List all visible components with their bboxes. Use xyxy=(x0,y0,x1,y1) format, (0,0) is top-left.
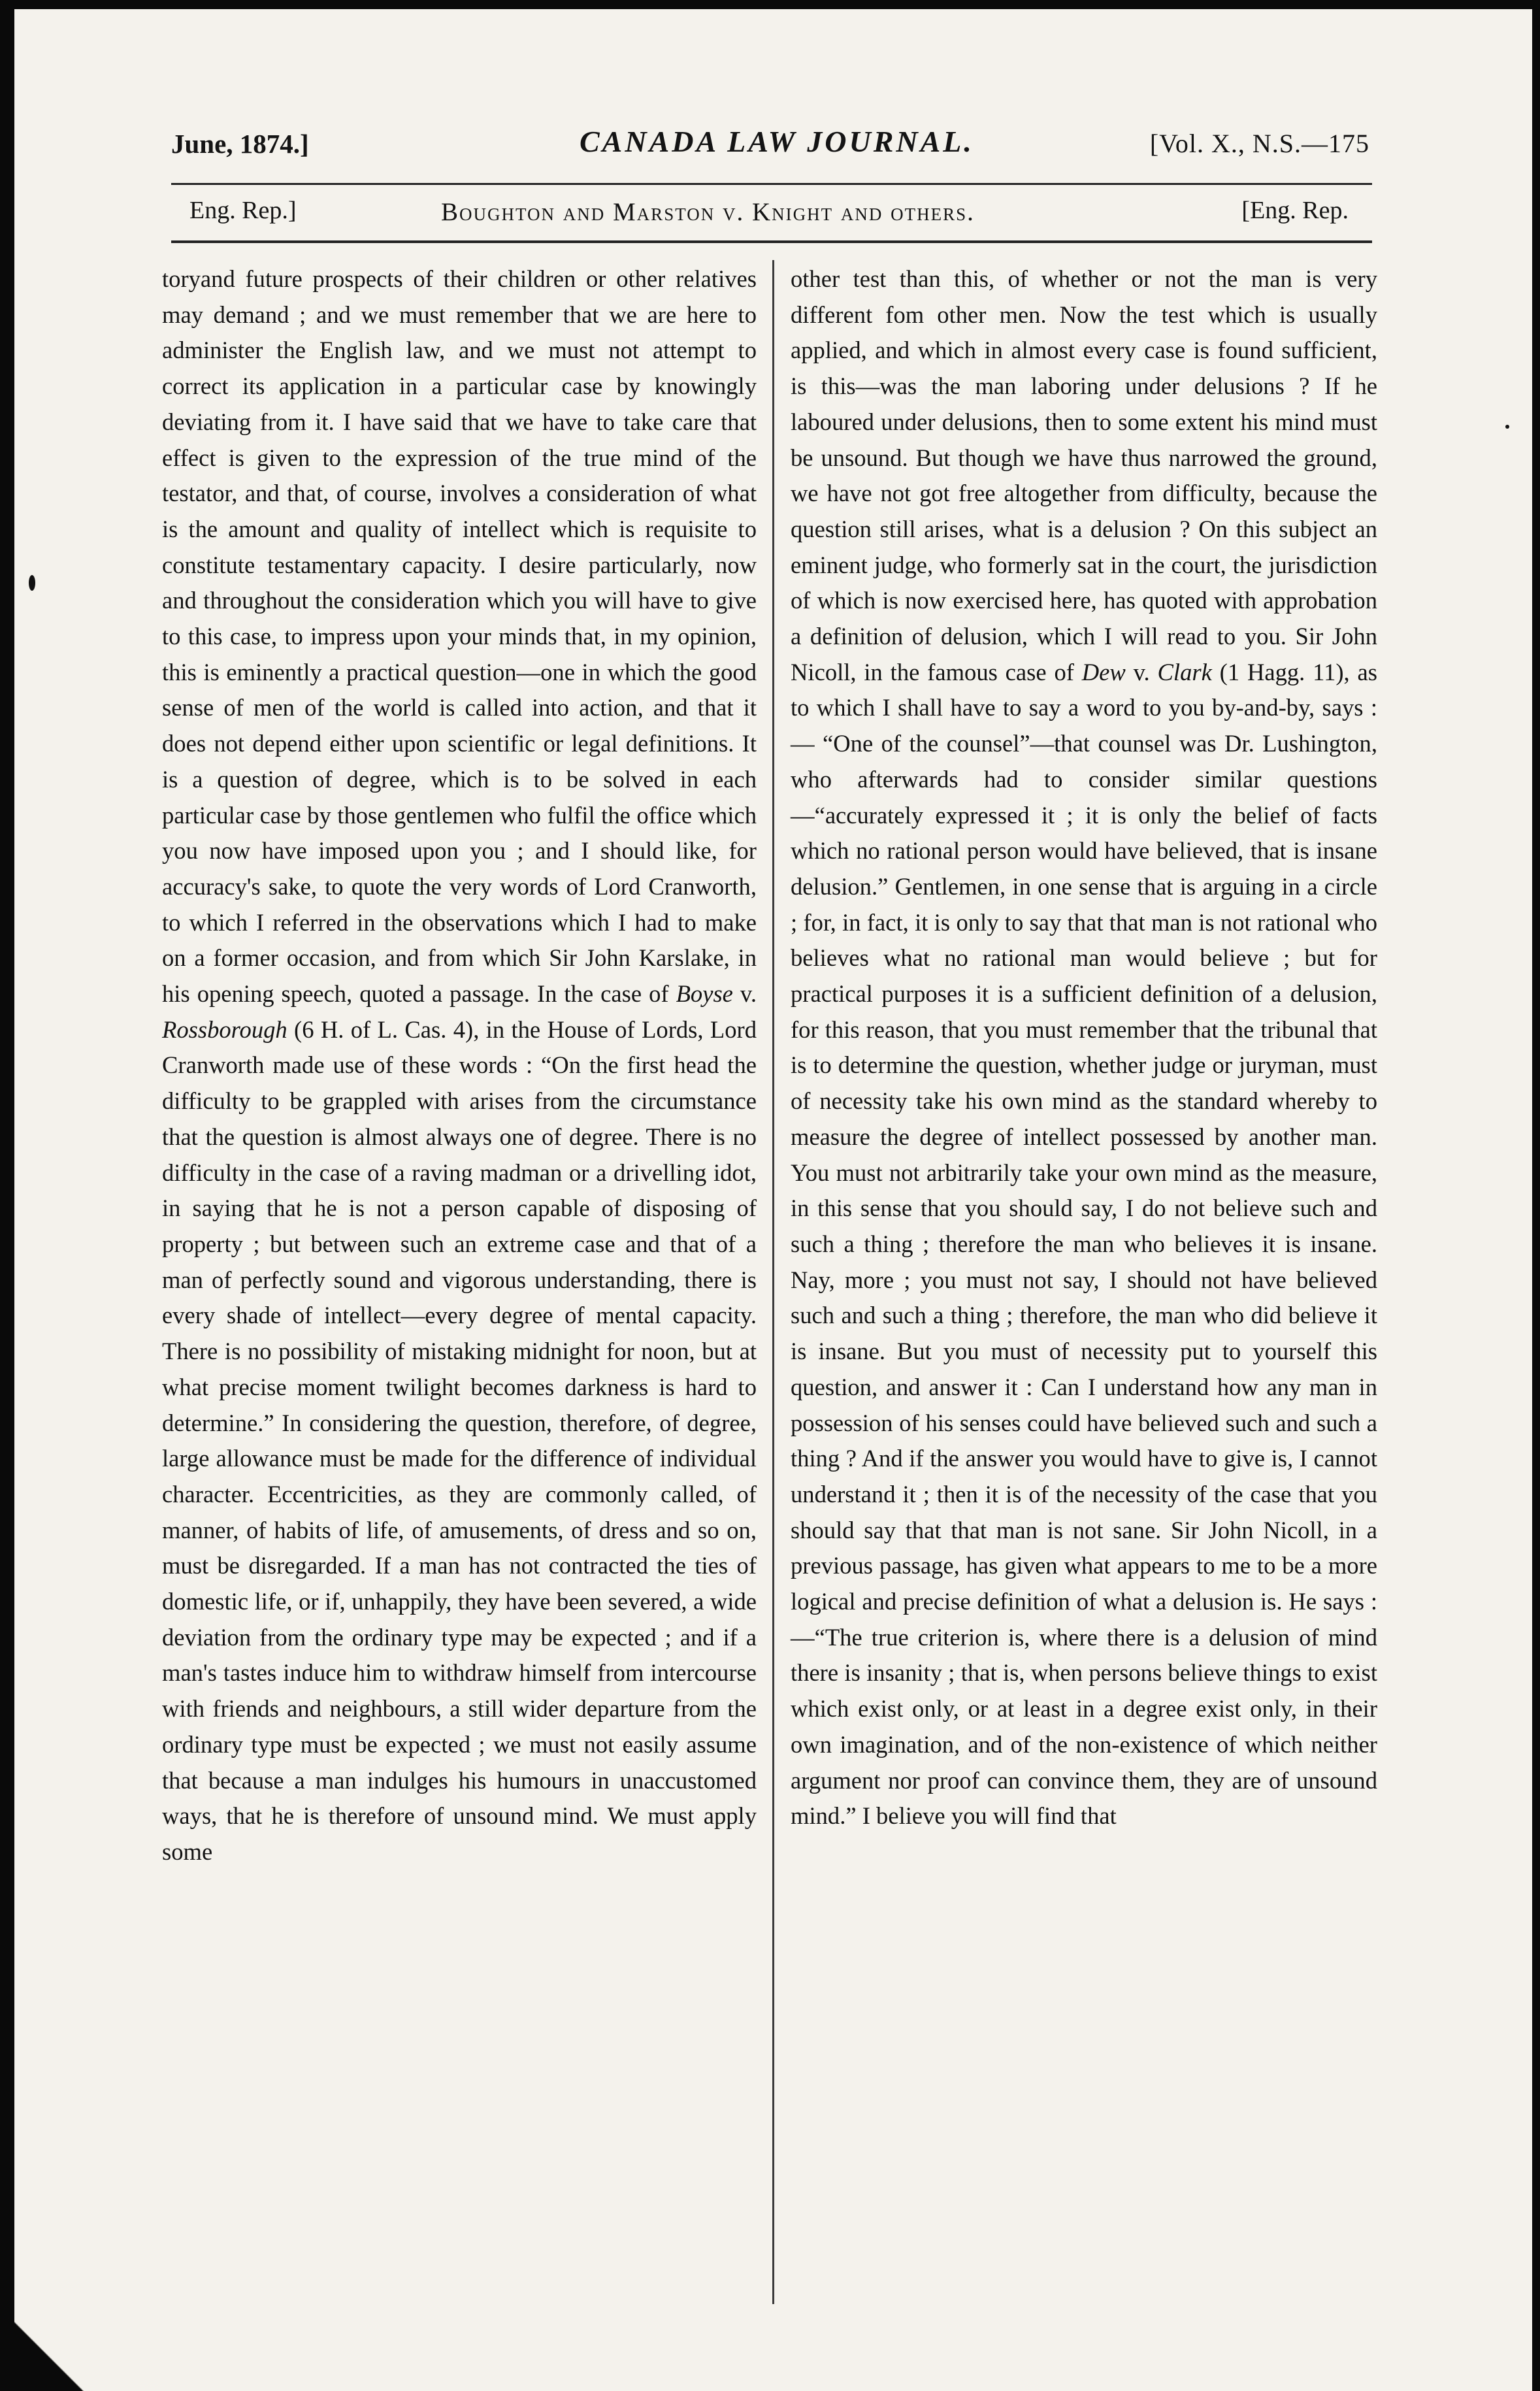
left-paragraph xyxy=(162,261,757,1870)
scan-corner-shadow xyxy=(0,2306,98,2391)
right-text-b: (1 Hagg. 11), as to which I shall have to say a word to you by-and-by, says :— “One of the counsel”—that counsel was Dr. Lushington, who afterwards had to consider similar questions—“accurately expressed it ; it is only the belief of facts which no rational person would have believed, that is insane delusion.” Gentlemen, in one sense that is arguing in a circle ; for, in fact, it is only to say that that man is not rational who believes what no rational man would believe ; but for practical purposes it is a sufficient definition of a delusion, for this reason, that you must remember that the tribunal that is to determine the question, whether judge or juryman, must of necessity take his own mind as the standard whereby to measure the degree of intellect possessed by another man. You must not arbitrarily take your own mind as the measure, in this sense that you should say, I do not believe such and such a thing ; therefore the man who believes it is insane. Nay, more ; you must not say, I should not have believed such and such a thing ; therefore, the man who did believe it is insane. But you must of necessity put to yourself this question, and answer it : Can I understand how any man in possession of his senses could have believed such and such a thing ? And if the answer you would have to give is, I cannot understand it ; then it is of the necessity of the case that you should say that that man is not sane. Sir John Nicoll, in a previous passage, has given what appears to me to be a more logical and precise definition of what a delusion is. He says :—“The true criterion is, where there is a delusion of mind there is insanity ; that is, when persons believe things to exist which exist only, or at least in a degree exist only, in their own imagination, and of the non-existence of which neither argument nor proof can convince them, they are of unsound mind.” I believe you will find that xyxy=(791,658,1377,1830)
right-column xyxy=(791,261,1377,1834)
left-column xyxy=(162,261,757,1870)
versus: v. xyxy=(1125,658,1158,685)
running-header xyxy=(171,122,1369,174)
issue-date: June, 1874.] xyxy=(171,129,309,159)
column-divider xyxy=(772,260,774,2304)
case-name-rossborough: Rossborough xyxy=(162,1015,287,1043)
subheader-rule xyxy=(171,240,1372,243)
case-name-clark: Clark xyxy=(1157,658,1212,685)
volume-page: [Vol. X., N.S.—175 xyxy=(1149,129,1369,158)
report-section-right: [Eng. Rep. xyxy=(1241,197,1349,224)
case-name-dew: Dew xyxy=(1081,658,1126,685)
ink-speck xyxy=(29,575,35,591)
journal-title: CANADA LAW JOURNAL. xyxy=(580,125,974,158)
right-paragraph xyxy=(791,261,1377,1834)
right-text-a: other test than this, of whether or not the man is very different fom other men. Now the test which is usually applied, and which in almost every case is found sufficient, is this—was the man laboring under delusions ? If he laboured under delusions, then to some extent his mind must be unsound. But though we have thus narrowed the ground, we have not got free altogether from difficulty, because the question still arises, what is a delusion ? On this subject an eminent judge, who formerly sat in the court, the jurisdiction of which is now exercised here, has quoted with approbation a definition of delusion, which I will read to you. Sir John Nicoll, in the famous case of xyxy=(791,265,1377,685)
ink-speck xyxy=(1505,425,1509,429)
case-title: Boughton and Marston v. Knight and others. xyxy=(441,198,975,226)
left-text-b: (6 H. of L. Cas. 4), in the House of Lords, Lord Cranworth made use of these words : “On the first head the difficulty to be grappled with arises from the circumstance that the question is almost always one of degree. There is no difficulty in the case of a raving madman or a drivelling idot, in saying that he is not a person capable of disposing of property ; but between such an extreme case and that of a man of perfectly sound and vigorous understanding, there is every shade of intellect—every degree of mental capacity. There is no possibility of mistaking midnight for noon, but at what precise moment twilight becomes darkness is hard to determine.” In considering the question, therefore, of degree, large allowance must be made for the difference of individual character. Eccentricities, as they are commonly called, of manner, of habits of life, of amusements, of dress and so on, must be disregarded. If a man has not contracted the ties of domestic life, or if, unhappily, they have been severed, a wide deviation from the ordinary type may be expected ; and if a man's tastes induce him to withdraw himself from intercourse with friends and neighbours, a still wider departure from the ordinary type must be expected ; we must not easily assume that because a man indulges his humours in unaccustomed ways, that he is therefore of unsound mind. We must apply some xyxy=(162,1015,757,1865)
report-section-left: Eng. Rep.] xyxy=(189,197,297,224)
case-name-boyse: Boyse xyxy=(676,980,733,1008)
case-header xyxy=(189,196,1349,235)
header-rule xyxy=(171,183,1372,185)
versus: v. xyxy=(732,980,757,1008)
left-text-a: toryand future prospects of their children or other relatives may demand ; and we must remember that we are here to administer the English law, and we must not attempt to correct its application in a particular case by knowingly deviating from it. I have said that we have to take care that effect is given to the expression of the true mind of the testator, and that, of course, involves a consideration of what is the amount and quality of intellect which is requisite to constitute testamentary capacity. I desire particularly, now and throughout the consideration which you will have to give to this case, to impress upon your minds that, in my opinion, this is eminently a practical question—one in which the good sense of men of the world is called into action, and that it does not depend either upon scientific or legal definitions. It is a question of degree, which is to be solved in each particular case by those gentlemen who fulfil the office which you now have imposed upon you ; and I should like, for accuracy's sake, to quote the very words of Lord Cranworth, to which I referred in the observations which I had to make on a former occasion, and from which Sir John Karslake, in his opening speech, quoted a passage. In the case of xyxy=(162,265,757,1008)
